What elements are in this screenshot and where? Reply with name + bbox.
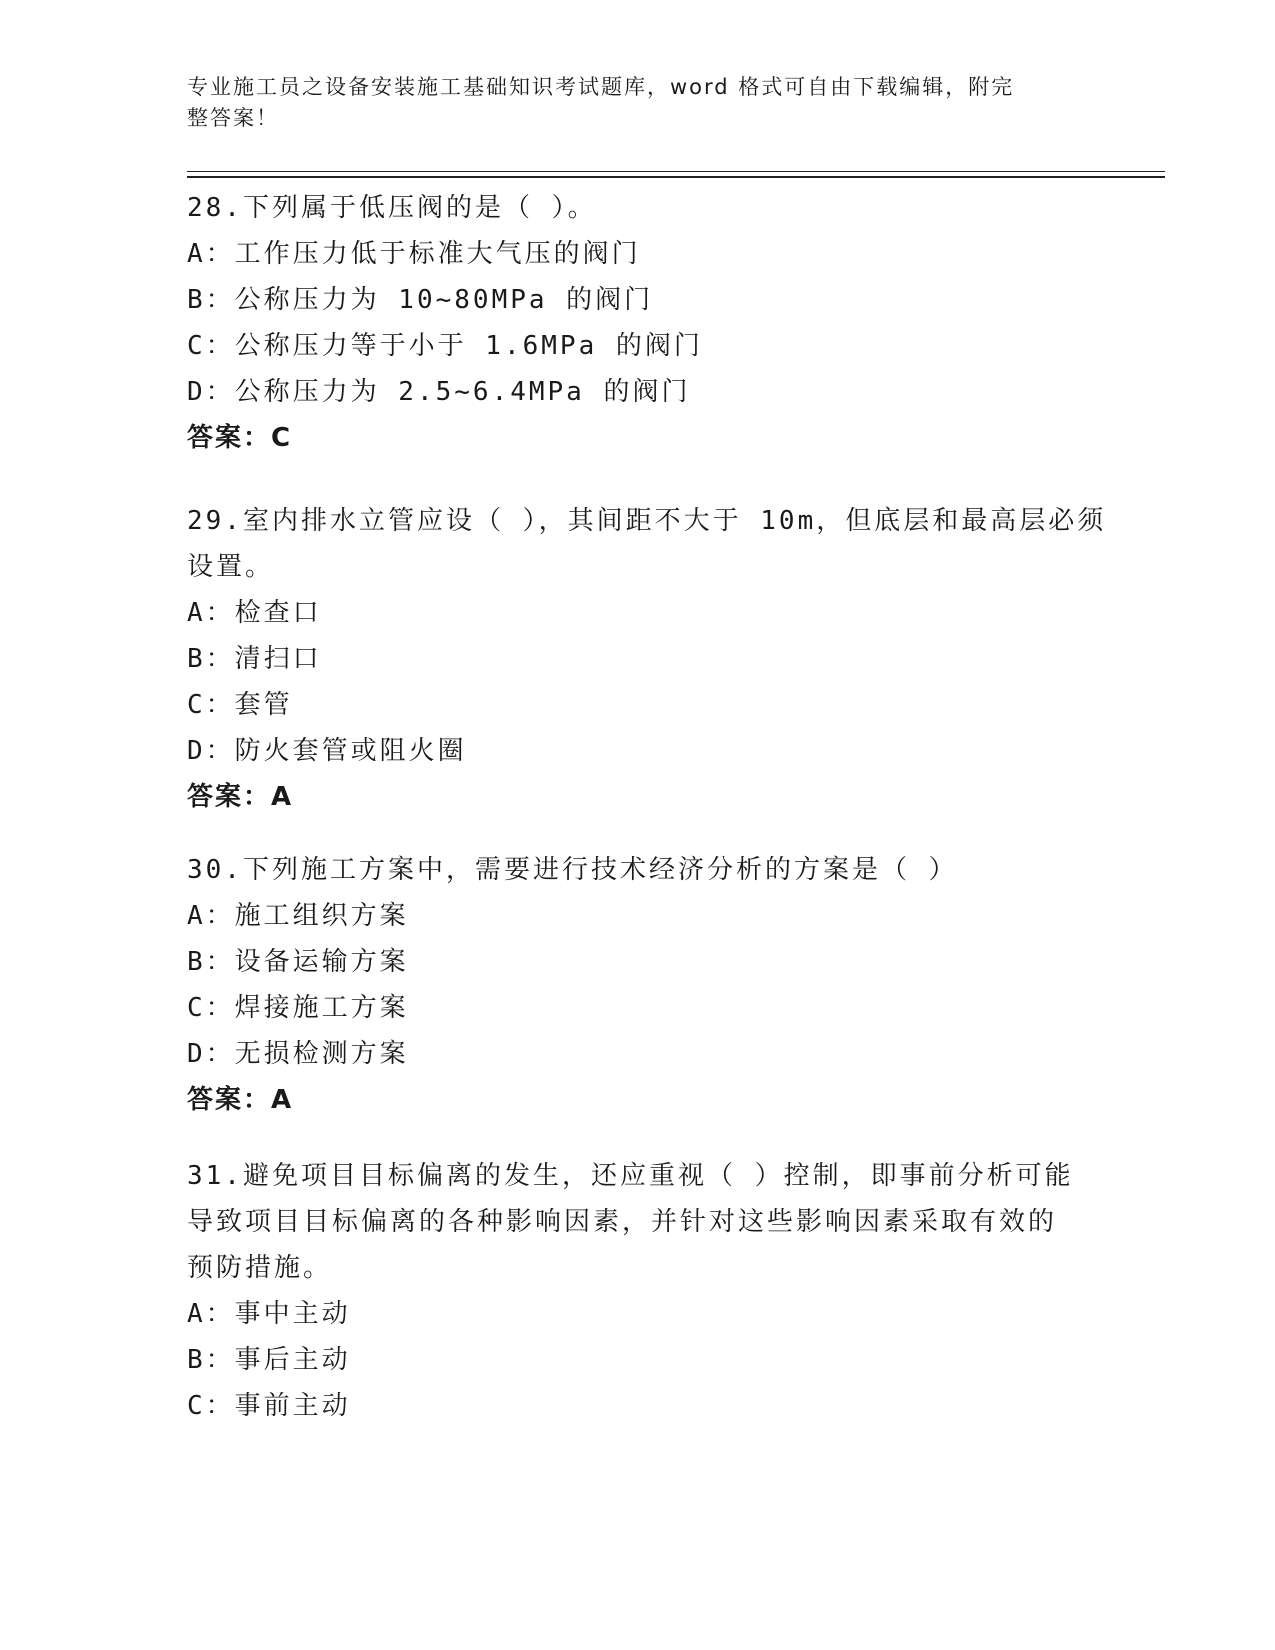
question-stem-line-1: 29.室内排水立管应设（ ），其间距不大于 10m，但底层和最高层必须 xyxy=(187,506,1107,536)
answer-line: 答案：A xyxy=(187,1085,294,1115)
document-header xyxy=(187,72,1087,134)
question-stem-line-2: 设置。 xyxy=(187,552,275,582)
question-stem: 30.下列施工方案中，需要进行技术经济分析的方案是（ ） xyxy=(187,855,958,885)
header-divider-thin xyxy=(187,171,1165,172)
option-d: D：公称压力为 2.5~6.4MPa 的阀门 xyxy=(187,377,691,407)
question-stem-line-3: 预防措施。 xyxy=(187,1253,333,1283)
answer-line: 答案：C xyxy=(187,423,293,453)
option-a: A：事中主动 xyxy=(187,1299,351,1329)
option-a: A：施工组织方案 xyxy=(187,901,409,931)
question-30 xyxy=(187,847,1087,1123)
header-title-line-2: 整答案！ xyxy=(187,106,279,130)
question-stem-line-2: 导致项目目标偏离的各种影响因素，并针对这些影响因素采取有效的 xyxy=(187,1207,1058,1237)
option-b: B：清扫口 xyxy=(187,644,322,674)
option-c: C：事前主动 xyxy=(187,1391,351,1421)
answer-line: 答案：A xyxy=(187,782,294,812)
question-28 xyxy=(187,185,1087,461)
option-c: C：套管 xyxy=(187,690,293,720)
option-b: B：设备运输方案 xyxy=(187,947,409,977)
option-b: B：事后主动 xyxy=(187,1345,351,1375)
option-d: D：无损检测方案 xyxy=(187,1039,409,1069)
question-stem: 28.下列属于低压阀的是（ ）。 xyxy=(187,193,597,223)
question-29 xyxy=(187,498,1107,820)
header-title-line-1: 专业施工员之设备安装施工基础知识考试题库，word 格式可自由下载编辑，附完 xyxy=(187,75,1015,99)
option-d: D：防火套管或阻火圈 xyxy=(187,736,467,766)
header-divider-thick xyxy=(187,176,1165,178)
question-31 xyxy=(187,1153,1087,1429)
option-c: C：公称压力等于小于 1.6MPa 的阀门 xyxy=(187,331,703,361)
option-b: B：公称压力为 10~80MPa 的阀门 xyxy=(187,285,654,315)
question-stem-line-1: 31.避免项目目标偏离的发生，还应重视（ ）控制，即事前分析可能 xyxy=(187,1161,1074,1191)
option-a: A：工作压力低于标准大气压的阀门 xyxy=(187,239,641,269)
option-c: C：焊接施工方案 xyxy=(187,993,409,1023)
option-a: A：检查口 xyxy=(187,598,322,628)
